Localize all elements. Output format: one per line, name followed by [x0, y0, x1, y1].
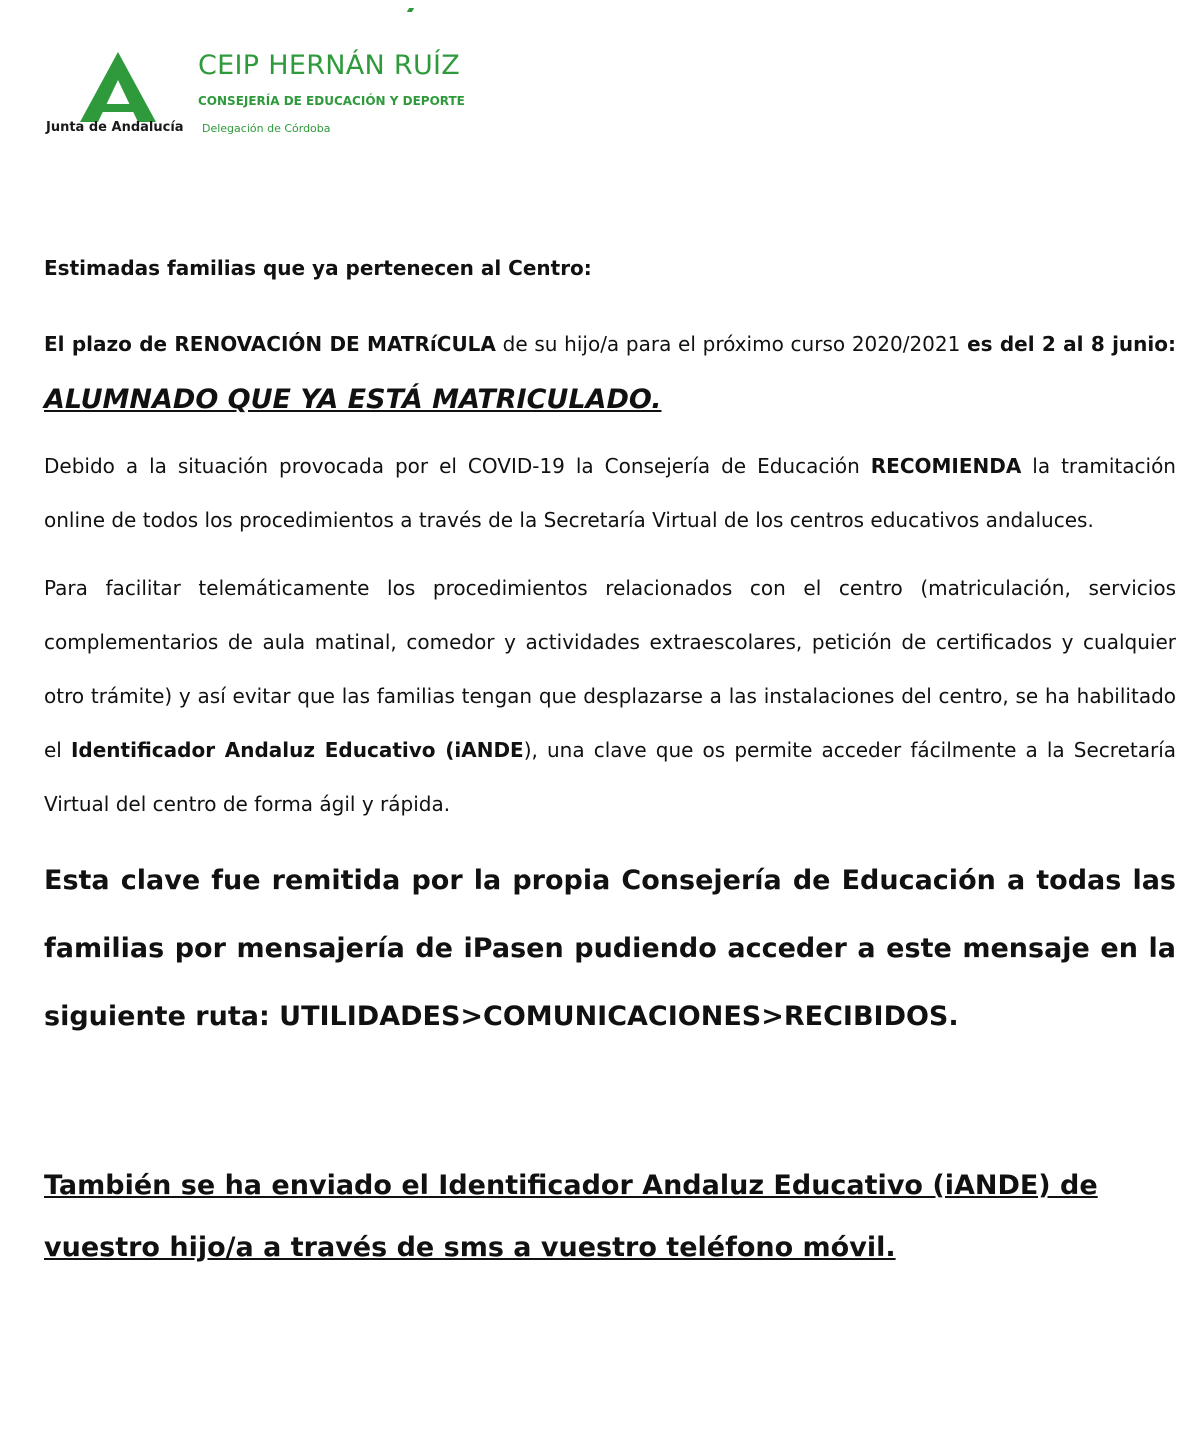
covid-paragraph — [44, 439, 1176, 547]
plazo-dates: es del 2 al 8 junio: — [967, 332, 1176, 356]
facilitar-text-end: ), una clave que os permite acceder fácilmente a la Secretaría Virtual del centro de forma ágil y rápida. — [44, 738, 1177, 816]
logo-caption: Junta de Andalucía — [46, 120, 184, 135]
facilitar-paragraph — [44, 561, 1176, 831]
covid-text-start: Debido a la situación provocada por el COVID-19 la Consejería de Educación — [44, 454, 871, 478]
sms-paragraph: También se ha enviado el Identificador Andaluz Educativo (iANDE) de vuestro hijo/a a través de sms a vuestro teléfono móvil. — [44, 1170, 1098, 1263]
clave-paragraph: Esta clave fue remitida por la propia Consejería de Educación a todas las familias por mensajería de iPasen pudiendo acceder a este mensaje en la siguiente ruta: UTILIDADES>COMUNICACIONES>RECIBIDOS. — [44, 865, 1176, 1032]
stray-mark — [407, 8, 414, 12]
covid-text-end: la tramitación online de todos los procedimientos a través de la Secretaría Virtual de los centros educativos andaluces. — [44, 454, 1176, 532]
plazo-bold-start: El plazo de RENOVACIÓN DE MATRíCULA — [44, 332, 496, 356]
letter-body — [44, 250, 1176, 1279]
delegacion-label: Delegación de Córdoba — [202, 122, 331, 135]
greeting: Estimadas familias que ya pertenecen al Centro: — [44, 256, 592, 280]
junta-andalucia-logo — [76, 50, 160, 124]
letterhead — [40, 40, 560, 150]
school-name: CEIP HERNÁN RUÍZ — [198, 50, 461, 81]
plazo-emphasis: ALUMNADO QUE YA ESTÁ MATRICULADO. — [44, 384, 662, 415]
plazo-text: de su hijo/a para el próximo curso 2020/2021 — [495, 332, 968, 356]
plazo-paragraph — [44, 316, 1176, 429]
consejeria-label: CONSEJERÍA DE EDUCACIÓN Y DEPORTE — [198, 94, 465, 108]
covid-recomienda: RECOMIENDA — [870, 454, 1022, 478]
facilitar-text-start: Para facilitar telemáticamente los procedimientos relacionados con el centro (matriculación, servicios complementarios de aula matinal, comedor y actividades extraescolares, petición de certificados y cualquier otro trámite) y así evitar que las familias tengan que desplazarse a las instalaciones del centro, se ha habilitado el — [44, 576, 1176, 762]
facilitar-iande: Identificador Andaluz Educativo (iANDE — [70, 738, 524, 762]
